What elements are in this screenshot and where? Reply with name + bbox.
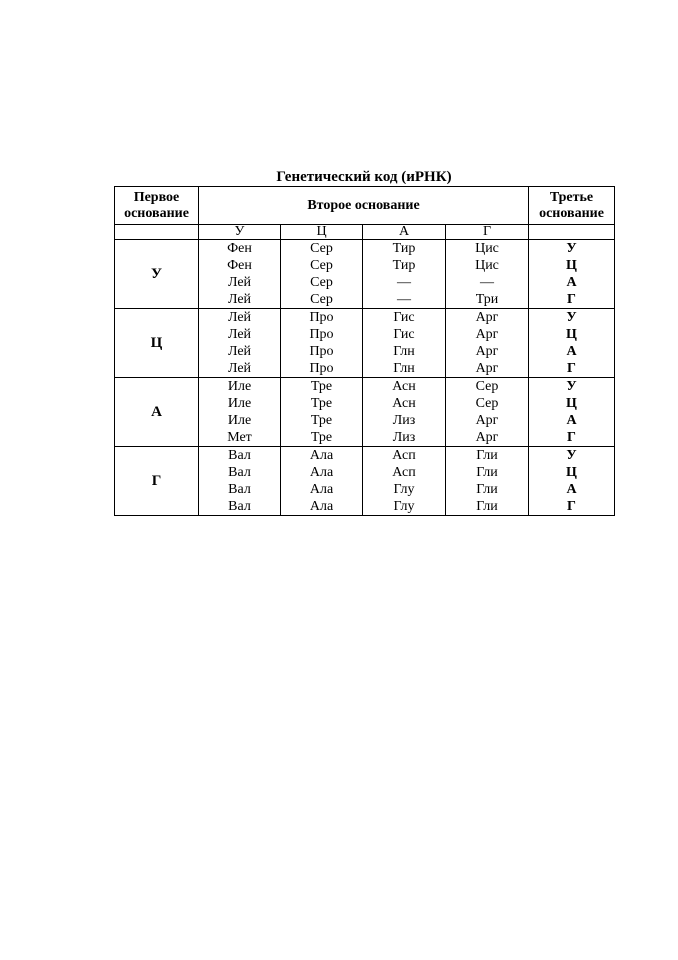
amino-acid: Асп: [392, 465, 416, 480]
amino-acid: —: [480, 275, 494, 290]
amino-acid-column: [199, 309, 281, 378]
amino-acid: Арг: [475, 430, 499, 445]
third-base-label: А: [566, 413, 577, 428]
amino-acid-column: [363, 309, 446, 378]
amino-acid: Асн: [392, 379, 416, 394]
amino-acid: Гли: [476, 499, 498, 514]
amino-acid-column: [363, 447, 446, 516]
amino-acid: Глу: [393, 499, 415, 514]
first-base-cell: У: [115, 240, 199, 309]
third-base-label: У: [566, 310, 577, 325]
amino-acid: Тре: [310, 430, 333, 445]
amino-acid: Сер: [310, 292, 333, 307]
amino-acid: Сер: [475, 379, 499, 394]
amino-acid: —: [397, 275, 411, 290]
amino-acid: Ала: [309, 499, 334, 514]
third-base-label: Ц: [566, 327, 577, 342]
blank-cell: [529, 225, 615, 240]
amino-acid: Тре: [310, 379, 333, 394]
third-base-column: [529, 447, 615, 516]
amino-acid: Про: [309, 361, 334, 376]
table-title: Генетический код (иРНК): [276, 169, 452, 185]
amino-acid: Глн: [393, 344, 415, 359]
third-base-label: А: [566, 275, 577, 290]
amino-acid: Вал: [228, 482, 251, 497]
amino-acid: Лиз: [392, 413, 416, 428]
amino-acid-column: [281, 447, 363, 516]
amino-acid-column: [281, 378, 363, 447]
amino-acid: Три: [475, 292, 499, 307]
amino-acid: Гис: [393, 327, 415, 342]
genetic-code-table: [114, 186, 615, 516]
third-base-label: Г: [567, 499, 576, 514]
amino-acid: Арг: [475, 361, 499, 376]
amino-acid: Вал: [228, 465, 251, 480]
amino-acid: Про: [309, 310, 334, 325]
amino-acid: Гли: [476, 448, 498, 463]
amino-acid: Иле: [227, 379, 252, 394]
first-base-cell: А: [115, 378, 199, 447]
second-base-label: Г: [446, 225, 529, 240]
amino-acid: Фен: [227, 241, 252, 256]
amino-acid-column: [446, 309, 529, 378]
first-base-cell: Ц: [115, 309, 199, 378]
amino-acid-column: [281, 240, 363, 309]
amino-acid: Лиз: [392, 430, 416, 445]
second-base-label: У: [199, 225, 281, 240]
third-base-label: Г: [567, 292, 576, 307]
amino-acid: Лей: [227, 275, 252, 290]
header-second-base: Второе основание: [199, 187, 529, 225]
amino-acid: Лей: [227, 344, 252, 359]
amino-acid-column: [446, 378, 529, 447]
amino-acid: —: [397, 292, 411, 307]
codon-group-row: [115, 447, 615, 516]
codon-group-row: [115, 378, 615, 447]
amino-acid: Мет: [227, 430, 252, 445]
amino-acid: Про: [309, 327, 334, 342]
amino-acid-column: [363, 240, 446, 309]
third-base-label: У: [566, 241, 577, 256]
amino-acid: Сер: [310, 275, 333, 290]
amino-acid-column: [199, 240, 281, 309]
third-base-column: [529, 240, 615, 309]
header-first-base: Первое основание: [115, 187, 199, 225]
third-base-label: А: [566, 482, 577, 497]
second-base-label: А: [363, 225, 446, 240]
amino-acid-column: [363, 378, 446, 447]
codon-group-row: [115, 309, 615, 378]
amino-acid: Цис: [475, 258, 499, 273]
third-base-label: Ц: [566, 258, 577, 273]
third-base-label: Г: [567, 361, 576, 376]
third-base-label: У: [566, 379, 577, 394]
amino-acid-column: [281, 309, 363, 378]
third-base-column: [529, 309, 615, 378]
amino-acid: Цис: [475, 241, 499, 256]
first-base-cell: Г: [115, 447, 199, 516]
amino-acid: Иле: [227, 413, 252, 428]
amino-acid: Тир: [392, 241, 416, 256]
third-base-label: Ц: [566, 465, 577, 480]
amino-acid: Гли: [476, 482, 498, 497]
third-base-column: [529, 378, 615, 447]
blank-cell: [115, 225, 199, 240]
amino-acid: Иле: [227, 396, 252, 411]
amino-acid-column: [199, 378, 281, 447]
header-third-base: Третье основание: [529, 187, 615, 225]
codon-group-row: [115, 240, 615, 309]
amino-acid-column: [199, 447, 281, 516]
amino-acid: Арг: [475, 413, 499, 428]
second-base-label: Ц: [281, 225, 363, 240]
amino-acid: Тир: [392, 258, 416, 273]
amino-acid: Арг: [475, 310, 499, 325]
amino-acid: Асн: [392, 396, 416, 411]
amino-acid: Асп: [392, 448, 416, 463]
amino-acid: Лей: [227, 361, 252, 376]
amino-acid: Тре: [310, 396, 333, 411]
amino-acid: Тре: [310, 413, 333, 428]
amino-acid-column: [446, 240, 529, 309]
amino-acid-column: [446, 447, 529, 516]
amino-acid: Лей: [227, 310, 252, 325]
amino-acid: Ала: [309, 465, 334, 480]
amino-acid: Гли: [476, 465, 498, 480]
amino-acid: Глн: [393, 361, 415, 376]
third-base-label: Ц: [566, 396, 577, 411]
amino-acid: Сер: [310, 258, 333, 273]
third-base-label: Г: [567, 430, 576, 445]
amino-acid: Лей: [227, 292, 252, 307]
second-base-row: [115, 225, 615, 240]
amino-acid: Гис: [393, 310, 415, 325]
third-base-label: У: [566, 448, 577, 463]
amino-acid: Вал: [228, 499, 251, 514]
amino-acid: Глу: [393, 482, 415, 497]
amino-acid: Арг: [475, 344, 499, 359]
amino-acid: Ала: [309, 482, 334, 497]
amino-acid: Фен: [227, 258, 252, 273]
amino-acid: Вал: [228, 448, 251, 463]
amino-acid: Арг: [475, 327, 499, 342]
amino-acid: Сер: [475, 396, 499, 411]
amino-acid: Ала: [309, 448, 334, 463]
third-base-label: А: [566, 344, 577, 359]
amino-acid: Лей: [227, 327, 252, 342]
amino-acid: Про: [309, 344, 334, 359]
amino-acid: Сер: [310, 241, 333, 256]
